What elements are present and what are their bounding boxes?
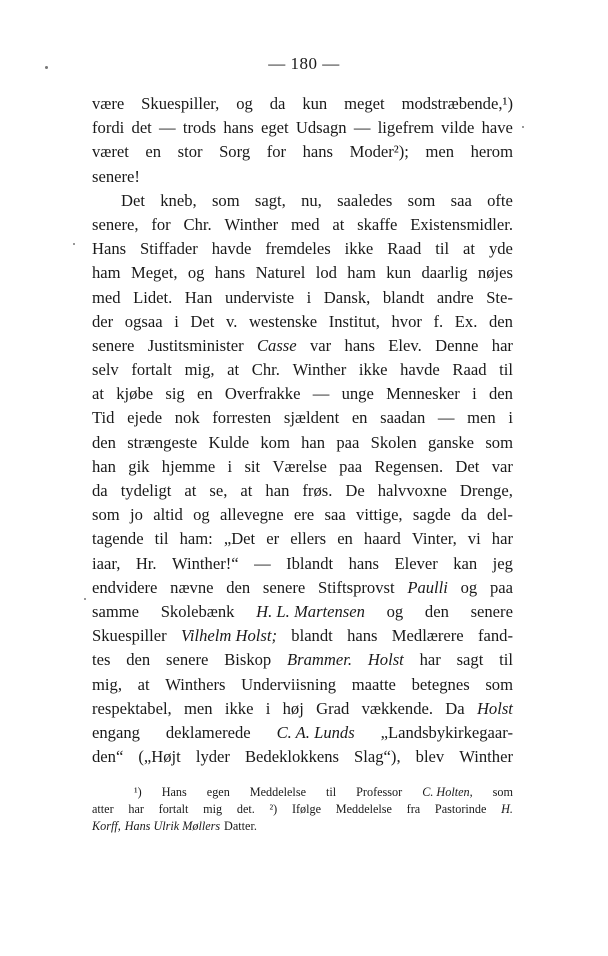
word: De: [345, 481, 365, 500]
body-line: [92, 624, 513, 648]
word: ikke: [224, 698, 254, 718]
word: forresten: [212, 408, 272, 428]
word: lod: [315, 263, 337, 283]
word: som: [211, 190, 240, 210]
word: Dansk,: [323, 287, 371, 307]
word: eget: [261, 118, 289, 138]
word: senere: [166, 650, 209, 670]
body-line: [92, 648, 513, 672]
word: i: [227, 456, 233, 476]
word: Holst: [367, 650, 404, 670]
word: Skuespiller: [92, 626, 167, 646]
body-line: [92, 286, 513, 310]
word: og: [187, 263, 205, 283]
page-number: — 180 —: [268, 54, 340, 73]
word: Skuespiller,: [141, 94, 220, 113]
word: Casse: [256, 335, 297, 355]
word: være: [92, 94, 125, 113]
word: Chr.: [251, 360, 280, 380]
word: fand-: [477, 626, 513, 646]
word: Ifølge: [291, 802, 322, 817]
word: fortalt: [131, 360, 172, 380]
word: mig,: [92, 674, 122, 694]
word: ofte: [487, 190, 513, 210]
word: sagde: [412, 505, 451, 525]
word: lyder: [195, 747, 230, 767]
word: Paulli: [407, 577, 448, 597]
word: en: [351, 408, 368, 428]
word: westenske: [248, 311, 318, 331]
word: har: [128, 802, 144, 817]
word: sagt,: [254, 190, 286, 210]
word: paa: [489, 577, 513, 597]
word: med: [92, 287, 121, 307]
word: paa: [336, 432, 360, 452]
word: Naturel: [255, 263, 306, 283]
word: har: [419, 650, 441, 670]
word: Hans Ulrik Møllers: [124, 819, 221, 834]
word: Existensmidler.: [410, 214, 513, 234]
word: vittige,: [356, 505, 403, 525]
margin-speck: [73, 243, 75, 245]
word: allevegne: [220, 505, 284, 525]
word: hans: [348, 553, 379, 573]
word: Meget,: [130, 263, 178, 283]
word: H. L. Martensen: [256, 601, 365, 621]
word: herom: [470, 142, 513, 162]
word: underviste: [224, 287, 295, 307]
word: da: [92, 481, 108, 500]
word: saaledes: [337, 190, 393, 210]
word: („Højt: [138, 747, 181, 767]
word: vilde: [441, 118, 475, 138]
word: v.: [225, 311, 238, 331]
body-line: [92, 140, 513, 164]
word: hans: [214, 263, 246, 283]
word: har: [491, 335, 513, 355]
word: nævne: [170, 577, 214, 597]
word: yde: [488, 239, 513, 259]
word: hans: [302, 142, 334, 162]
word: Da: [445, 698, 465, 718]
word: selv: [92, 360, 119, 380]
word: i: [306, 287, 312, 307]
word: saa: [450, 190, 472, 210]
word: og: [386, 601, 404, 621]
word: til: [499, 360, 513, 380]
word: nu,: [301, 190, 322, 210]
word: Raad: [452, 360, 487, 380]
word: Korff,: [92, 819, 121, 834]
body-line: [92, 600, 513, 624]
body-line: [92, 406, 513, 430]
word: Han: [184, 287, 213, 307]
word: trods: [182, 118, 217, 138]
word: Winther: [292, 360, 347, 380]
word: blandt: [291, 626, 333, 646]
body-line: [92, 527, 513, 551]
word: C. Holten,: [422, 785, 473, 799]
footnotes: [92, 784, 513, 836]
body-line: [92, 237, 513, 261]
word: Bedeklokkens: [244, 747, 339, 767]
word: ¹): [134, 785, 142, 799]
word: Professor: [356, 785, 403, 799]
word: havde: [211, 239, 252, 259]
body-line: [92, 455, 513, 479]
word: kom: [260, 432, 290, 452]
word: var: [491, 456, 513, 476]
word: Elever: [394, 553, 438, 573]
body-line: [92, 213, 513, 237]
word: Underviisning: [241, 674, 337, 694]
word: Overfrakke: [224, 384, 301, 404]
word: f.: [433, 311, 444, 331]
word: at: [227, 360, 240, 380]
word: da: [461, 505, 477, 525]
word: fra: [406, 802, 421, 817]
word: Justitsminister: [147, 335, 244, 355]
word: Udsagn: [295, 118, 347, 138]
word: Institut,: [328, 311, 380, 331]
word: Vinter,: [411, 529, 457, 549]
word: Denne: [435, 335, 479, 355]
word: ham: [347, 263, 376, 283]
word: i: [472, 384, 477, 404]
word: mig: [203, 802, 223, 817]
word: i: [174, 311, 179, 331]
word: det.: [236, 802, 255, 817]
word: og: [193, 505, 210, 525]
word: at: [240, 481, 253, 500]
word: da: [269, 94, 286, 113]
word: for: [151, 214, 171, 234]
word: gik: [128, 456, 150, 476]
word: en: [145, 142, 162, 162]
word: senere: [262, 577, 306, 597]
word: en: [337, 529, 353, 549]
word: som: [492, 785, 513, 799]
body-line: [92, 697, 513, 721]
word: kjøbe: [116, 384, 154, 404]
word: at: [92, 384, 104, 404]
body-line: [92, 503, 513, 527]
word: have: [481, 118, 513, 138]
word: Stiftsprovst: [318, 577, 395, 597]
word: ejede: [127, 408, 163, 428]
word: kan: [453, 553, 478, 573]
body-line: [92, 310, 513, 334]
word: sig: [165, 384, 185, 404]
body-line: [92, 576, 513, 600]
word: vækkende.: [361, 698, 434, 718]
word: men: [467, 408, 496, 428]
body-line: [92, 189, 513, 213]
word: —: [312, 384, 330, 404]
word: Drenge,: [459, 481, 513, 500]
word: den: [488, 384, 513, 404]
word: jo: [130, 505, 143, 525]
word: jeg: [492, 553, 513, 573]
margin-speck: [84, 598, 86, 600]
word: Det: [190, 311, 215, 331]
word: for: [266, 142, 287, 162]
word: været: [92, 142, 129, 162]
word: Moder²);: [349, 142, 409, 162]
word: var: [309, 335, 332, 355]
word: Brammer.: [287, 650, 353, 670]
body-line: [92, 673, 513, 697]
word: Lidet.: [133, 287, 173, 307]
word: er: [266, 529, 280, 549]
body-line: [92, 721, 513, 745]
word: Det: [455, 456, 480, 476]
word: andre: [436, 287, 474, 307]
word: fortalt: [158, 802, 189, 817]
word: nok: [174, 408, 200, 428]
word: senere!: [92, 166, 140, 186]
word: senere: [92, 335, 135, 355]
word: kneb,: [160, 190, 197, 210]
word: ellers: [290, 529, 327, 549]
word: hjemme: [161, 456, 216, 476]
body-line: [92, 479, 513, 503]
word: stor: [177, 142, 203, 162]
word: sjældent: [283, 408, 340, 428]
body-line: [92, 165, 513, 189]
word: hans: [344, 335, 375, 355]
word: at: [184, 481, 197, 500]
word: han: [265, 481, 290, 500]
word: Datter.: [224, 819, 257, 834]
word: nøjes: [477, 263, 513, 283]
word: strængeste: [127, 432, 198, 452]
word: Winthers: [165, 674, 226, 694]
word: Stiffader: [140, 239, 198, 259]
word: del-: [487, 505, 513, 525]
word: Iblandt: [286, 553, 334, 573]
word: Pastorinde: [434, 802, 487, 817]
word: „Landsbykirkegaar-: [380, 722, 513, 742]
word: halvvoxne: [377, 481, 447, 500]
word: Holst: [476, 698, 513, 718]
word: med: [290, 214, 320, 234]
word: ikke: [344, 239, 374, 259]
word: endvidere: [92, 577, 158, 597]
word: H.: [501, 802, 513, 817]
word: Vilhelm Holst;: [180, 626, 277, 646]
word: haard: [363, 529, 401, 549]
word: men: [184, 698, 213, 718]
word: Det: [121, 190, 145, 210]
word: Skolen: [370, 432, 417, 452]
margin-speck: [45, 66, 48, 69]
word: men: [425, 142, 455, 162]
word: at: [137, 674, 150, 694]
word: Elev.: [388, 335, 422, 355]
word: maatte: [351, 674, 396, 694]
word: sagt: [456, 650, 484, 670]
word: der: [92, 311, 114, 331]
word: kun: [302, 94, 328, 113]
word: ligefrem: [377, 118, 434, 138]
word: til: [325, 785, 337, 799]
word: til: [499, 650, 513, 670]
word: Værelse: [272, 456, 327, 476]
word: senere,: [92, 214, 139, 234]
word: Hans: [92, 239, 127, 259]
word: Biskop: [224, 650, 272, 670]
word: hans: [347, 626, 378, 646]
word: havde: [400, 360, 440, 380]
word: Winther!“: [172, 553, 239, 573]
word: iaar,: [92, 553, 121, 573]
word: blandt: [382, 287, 425, 307]
footnote-line: [92, 784, 513, 801]
word: Mennesker: [386, 384, 460, 404]
word: til: [154, 529, 169, 549]
word: at: [332, 214, 345, 234]
word: ganske: [427, 432, 475, 452]
word: Skolebænk: [160, 601, 235, 621]
word: saadan: [380, 408, 426, 428]
word: daarlig: [421, 263, 468, 283]
word: egen: [206, 785, 230, 799]
word: som: [407, 190, 436, 210]
word: ²): [269, 802, 278, 817]
word: til: [435, 239, 450, 259]
word: mig,: [184, 360, 215, 380]
word: hans: [223, 118, 254, 138]
word: Raad: [387, 239, 422, 259]
word: den: [92, 432, 116, 452]
word: fordi: [92, 118, 125, 138]
body-text: [92, 92, 513, 769]
word: saa: [324, 505, 346, 525]
word: skaffe: [357, 214, 398, 234]
word: fremdeles: [265, 239, 331, 259]
word: Slag“),: [354, 747, 401, 767]
word: kun: [386, 263, 412, 283]
word: betegnes: [411, 674, 470, 694]
word: —: [159, 118, 176, 138]
word: den: [488, 311, 513, 331]
word: og: [460, 577, 478, 597]
body-line: [92, 431, 513, 455]
word: tagende: [92, 529, 144, 549]
body-line: [92, 261, 513, 285]
word: ikke: [358, 360, 388, 380]
word: se,: [209, 481, 228, 500]
body-line: [92, 116, 513, 140]
word: —: [437, 408, 455, 428]
word: Ex.: [454, 311, 478, 331]
body-line: [92, 92, 513, 116]
body-line: [92, 334, 513, 358]
word: at: [463, 239, 475, 259]
word: det: [131, 118, 152, 138]
word: Meddelelse: [335, 802, 392, 817]
word: den: [126, 650, 151, 670]
word: modstræbende,¹): [401, 94, 513, 113]
word: i: [265, 698, 271, 718]
margin-speck: [522, 126, 524, 128]
word: den: [424, 601, 449, 621]
word: senere: [470, 601, 513, 621]
word: engang: [92, 722, 140, 742]
word: paa: [339, 456, 363, 476]
word: samme: [92, 601, 140, 621]
word: Tid: [92, 408, 115, 428]
word: Hr.: [135, 553, 157, 573]
word: Winther: [224, 214, 279, 234]
word: frøs.: [302, 481, 333, 500]
word: ham:: [179, 529, 213, 549]
word: unge: [341, 384, 374, 404]
word: ham: [92, 263, 121, 283]
word: ere: [293, 505, 315, 525]
body-line: [92, 382, 513, 406]
word: tydeligt: [120, 481, 172, 500]
word: ogsaa: [124, 311, 163, 331]
word: har: [491, 529, 513, 549]
word: Sorg: [219, 142, 251, 162]
body-line: [92, 745, 513, 769]
word: C. A. Lunds: [276, 722, 355, 742]
word: som: [485, 432, 513, 452]
word: Grad: [316, 698, 350, 718]
word: vi: [467, 529, 481, 549]
word: Ste-: [486, 287, 513, 307]
word: meget: [344, 94, 385, 113]
footnote-line: [92, 818, 513, 835]
word: sit: [244, 456, 261, 476]
word: —: [353, 118, 371, 138]
word: tes: [92, 650, 111, 670]
word: han: [92, 456, 116, 476]
word: i: [508, 408, 513, 428]
word: respektabel,: [92, 698, 172, 718]
word: Chr.: [183, 214, 212, 234]
word: han: [301, 432, 326, 452]
word: Hans: [161, 785, 187, 799]
word: høj: [282, 698, 304, 718]
word: blev: [415, 747, 445, 767]
word: Winther: [459, 747, 513, 767]
word: som: [485, 674, 513, 694]
body-line: [92, 358, 513, 382]
word: atter: [92, 802, 114, 817]
word: en: [196, 384, 213, 404]
word: altid: [153, 505, 183, 525]
word: Medlærere: [391, 626, 464, 646]
word: Kulde: [208, 432, 250, 452]
word: deklamerede: [165, 722, 251, 742]
body-line: [92, 552, 513, 576]
word: „Det: [223, 529, 256, 549]
word: den“: [92, 747, 124, 767]
word: og: [236, 94, 253, 113]
word: Regensen.: [374, 456, 444, 476]
word: den: [226, 577, 251, 597]
word: Meddelelse: [249, 785, 306, 799]
word: som: [92, 505, 120, 525]
footnote-line: [92, 801, 513, 818]
word: hvor: [391, 311, 422, 331]
word: —: [254, 553, 271, 573]
